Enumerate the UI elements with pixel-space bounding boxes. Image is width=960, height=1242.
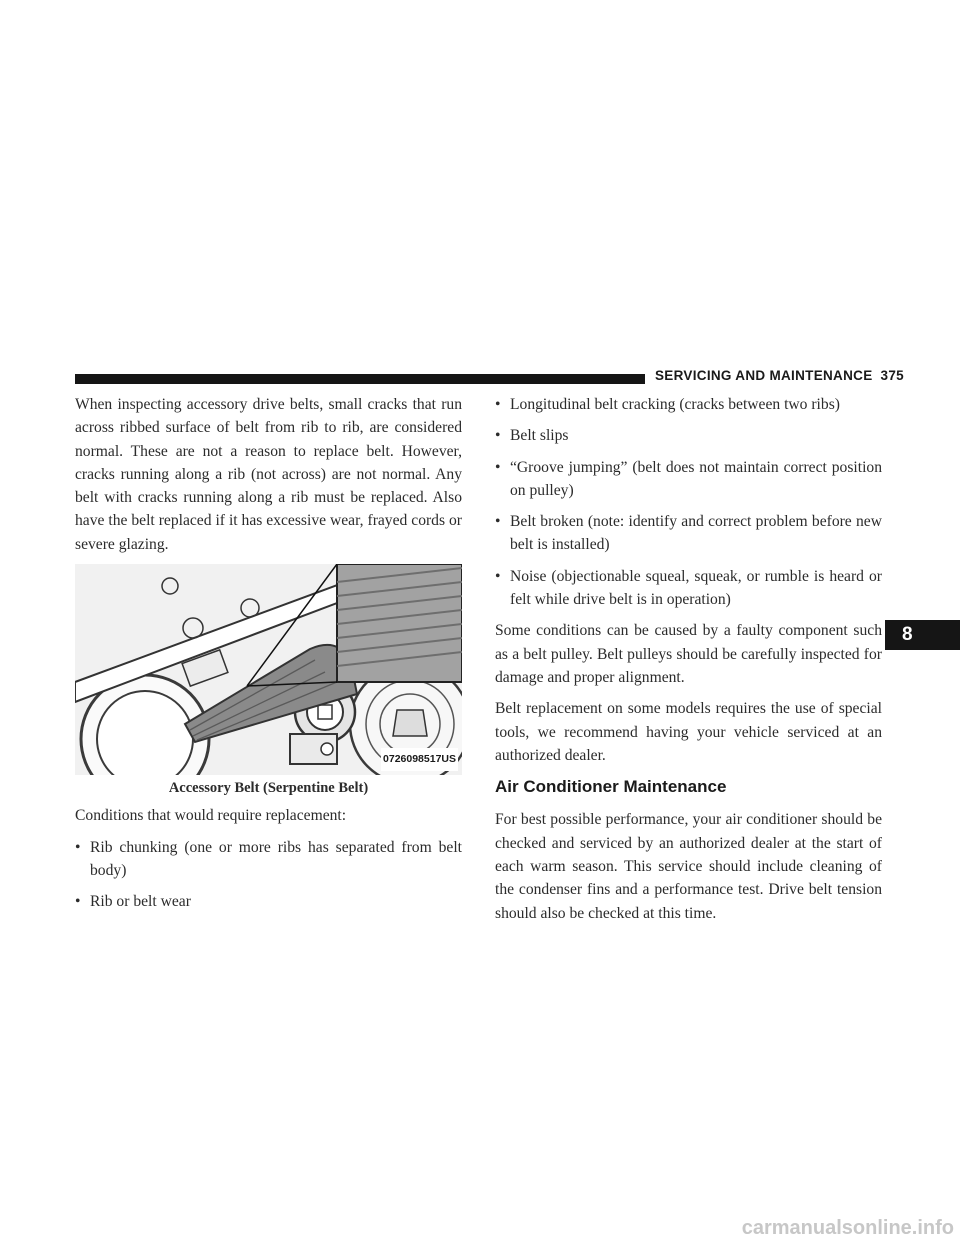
list-item: • Rib chunking (one or more ribs has separated from belt body) [75,836,462,883]
left-column [75,393,462,922]
serpentine-belt-illustration [75,564,462,775]
bullet-glyph: • [495,458,501,476]
conditions-intro: Conditions that would require replacement: [75,807,347,825]
running-header [655,368,904,383]
bullet-glyph: • [495,396,501,413]
bullet-glyph: • [495,513,501,531]
section-heading: Air Conditioner Maintenance [495,777,727,797]
replacement-paragraph: Belt replacement on some models requires the use of special tools, we recommend having your vehicle serviced at an authorized dealer. [495,700,882,764]
bullet-glyph: • [495,567,501,585]
list-item: • Longitudinal belt cracking (cracks between two ribs) [495,393,882,416]
bullet-glyph: • [75,838,81,856]
page-number: 375 [880,368,904,383]
list-item: • Belt slips [495,424,882,447]
figure-caption: Accessory Belt (Serpentine Belt) [168,780,369,797]
figure-code: 0726098517US [381,748,458,771]
right-column [495,393,882,933]
header-rule [75,374,645,384]
bullet-glyph: • [495,427,501,445]
ac-paragraph: For best possible performance, your air conditioner should be checked and serviced by an authorized dealer at the start of each warm season. This service should include cleaning of the condenser fins and a performance test. Drive belt tension should also be checked at this time. [495,811,882,922]
bullet-glyph: • [75,893,81,911]
list-item: • Belt broken (note: identify and correct problem before new belt is installed) [495,510,882,557]
section-title: SERVICING AND MAINTENANCE [655,368,873,383]
chapter-tab: 8 [885,620,960,650]
list-item: • Rib or belt wear [75,890,462,913]
list-item: • “Groove jumping” (belt does not maintain correct position on pulley) [495,456,882,503]
watermark: carmanualsonline.info [741,1217,954,1239]
pulley-paragraph: Some conditions can be caused by a faulty component such as a belt pulley. Belt pulleys should be carefully inspected for damage and proper alignment. [495,622,882,686]
intro-paragraph: When inspecting accessory drive belts, small cracks that run across ribbed surface of belt from rib to rib, are considered normal. These are not a reason to replace belt. However, cracks running along a rib (not across) are not normal. Any belt with cracks running along a rib must be replaced. Also have the belt replaced if it has excessive wear, frayed cords or severe glazing. [75,396,462,553]
list-item: • Noise (objectionable squeal, squeak, or rumble is heard or felt while drive belt is in operation) [495,565,882,612]
belt-figure [75,564,462,775]
